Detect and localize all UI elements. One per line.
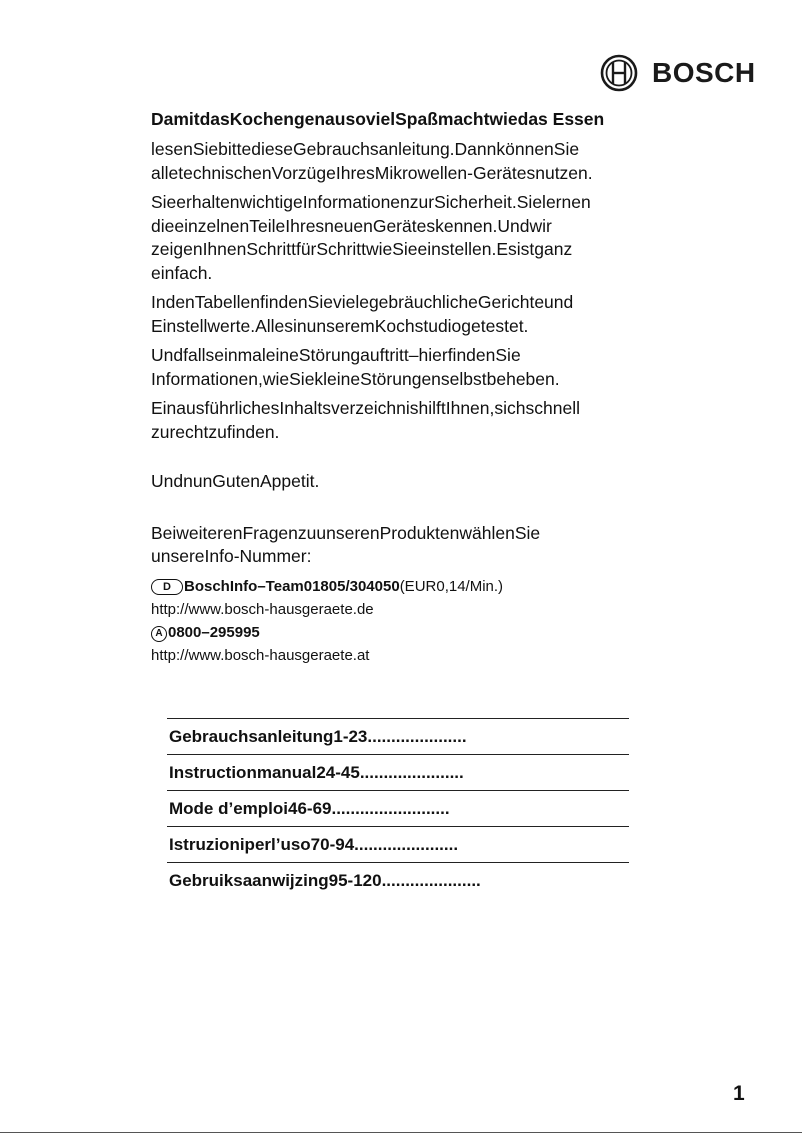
- table-of-contents: [167, 718, 629, 898]
- contact-austria: [151, 621, 621, 644]
- intro-paragraph: UndfallseinmaleineStörungauftritt–hierfindenSie Informationen,wieSiekleineStörungenselbstbeheben.: [151, 345, 560, 389]
- intro-paragraph: EinausführlichesInhaltsverzeichnishilftIhnen,sichschnell zurechtzufinden.: [151, 398, 580, 442]
- intro-paragraph: lesenSiebittedieseGebrauchsanleitung.DannkönnenSie alletechnischenVorzügeIhresMikrowellen-Gerätesnutzen.: [151, 139, 593, 183]
- austria-website-link[interactable]: http://www.bosch-hausgeraete.at: [151, 646, 370, 664]
- intro-paragraph: SieerhaltenwichtigeInformationenzurSicherheit.Sielernen dieeinzelnenTeileIhresneuenGeräteskennen.Undwir zeigenIhnenSchrittfürSchrittwieSieeinstellen.Esistganz einfach.: [151, 192, 591, 283]
- austria-badge-icon: A: [151, 626, 167, 642]
- intro-paragraph: IndenTabellenfindenSievielegebräuchlicheGerichteund Einstellwerte.AllesinunseremKochstudiogetestet.: [151, 292, 574, 336]
- toc-item[interactable]: Instructionmanual24-45......................: [167, 754, 629, 790]
- austria-hotline: 0800–295995: [168, 623, 260, 641]
- bosch-armature-icon: [600, 54, 638, 92]
- toc-item[interactable]: Mode d’emploi46-69.........................: [167, 790, 629, 826]
- toc-item[interactable]: Gebrauchsanleitung1-23.....................: [167, 718, 629, 754]
- germany-rate: (EUR0,14/Min.): [399, 577, 504, 595]
- germany-hotline: BoschInfo–Team01805/304050: [184, 577, 400, 595]
- closing-line: UndnunGutenAppetit.: [151, 471, 320, 491]
- contact-germany: [151, 575, 621, 598]
- brand-name: BOSCH: [652, 57, 756, 88]
- toc-item[interactable]: Istruzioniperl’uso70-94......................: [167, 826, 629, 862]
- intro-section: [151, 108, 621, 667]
- toc-item[interactable]: Gebruiksaanwijzing95-120.....................: [167, 862, 629, 898]
- intro-heading: DamitdasKochengenausovielSpaßmachtwiedas Essen: [151, 109, 605, 129]
- bosch-logo: [600, 54, 756, 92]
- germany-website-link[interactable]: http://www.bosch-hausgeraete.de: [151, 600, 374, 618]
- germany-badge-icon: D: [151, 579, 183, 595]
- contact-lead: BeiweiterenFragenzuunserenProduktenwählenSie unsereInfo-Nummer:: [151, 522, 541, 566]
- page-number: 1: [733, 1082, 745, 1105]
- page-bottom-divider: [0, 1132, 802, 1133]
